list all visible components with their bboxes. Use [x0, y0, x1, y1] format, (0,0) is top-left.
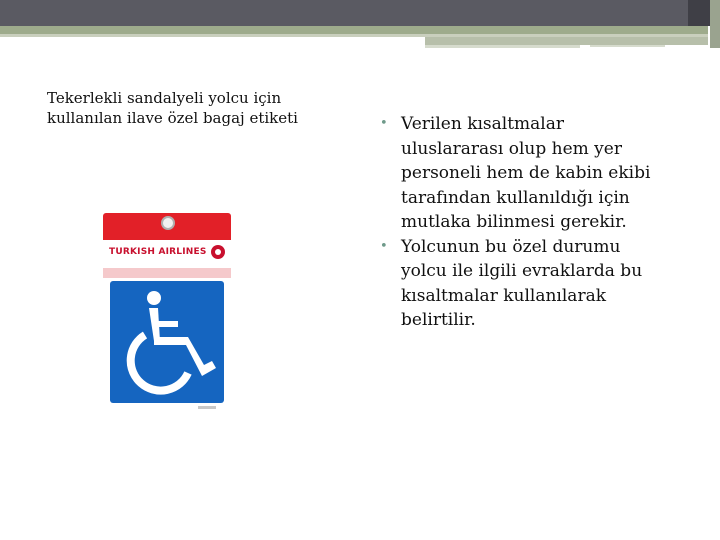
header-stripe-right [425, 37, 708, 45]
tag-hole [161, 216, 175, 230]
header-stripe-line-2 [590, 45, 665, 47]
bullet-marker: • [380, 116, 388, 131]
bullet-line: yolcu ile ilgili evraklarda bu [401, 261, 643, 281]
airline-brand-text: TURKISH AIRLINES [109, 247, 207, 257]
image-caption [47, 88, 357, 128]
baggage-tag-image [103, 213, 231, 413]
bullet-item [378, 235, 678, 333]
top-bar [0, 0, 720, 26]
bullet-line: Verilen kısaltmalar [401, 114, 565, 134]
tag-footer-mark [198, 406, 216, 409]
caption-line: Tekerlekli sandalyeli yolcu için [47, 89, 282, 107]
bullet-list [378, 112, 678, 333]
tag-pink-band [103, 268, 231, 278]
wheelchair-icon [110, 281, 224, 403]
bullet-line: Yolcunun bu özel durumu [401, 236, 621, 257]
accessibility-sign [110, 281, 224, 403]
top-bar-tab-dark [688, 0, 710, 26]
bullet-line: tarafından kullanıldığı için [401, 187, 630, 208]
caption-line: kullanılan ilave özel bagaj etiketi [47, 109, 298, 127]
tag-red-header [103, 213, 231, 240]
bullet-line: belirtilir. [401, 310, 476, 330]
top-bar-tab-light [710, 0, 720, 48]
bullet-line: kısaltmalar kullanılarak [401, 285, 607, 306]
bullet-marker: • [380, 238, 388, 254]
header-stripe-line [425, 45, 580, 48]
bullet-line: mutlaka bilinmesi gerekir. [401, 212, 627, 232]
bullet-line: personeli hem de kabin ekibi [401, 163, 651, 183]
bullet-item [378, 112, 678, 235]
airline-logo-icon [211, 245, 225, 259]
header-stripe-green [0, 26, 708, 34]
bullet-line: uluslararası olup hem yer [401, 138, 622, 159]
